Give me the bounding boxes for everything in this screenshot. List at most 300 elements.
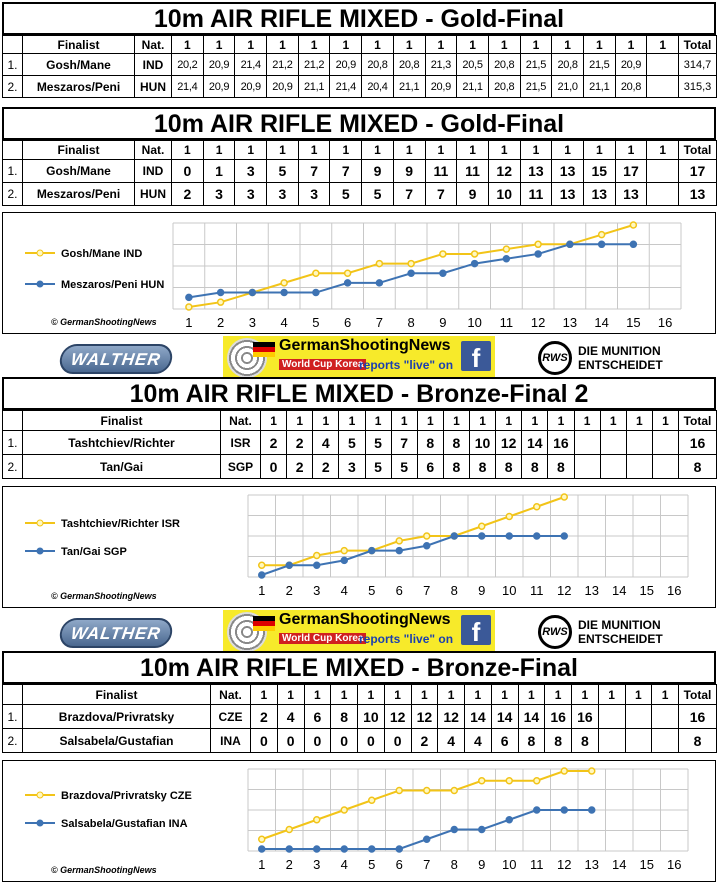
data-point [440, 251, 446, 257]
score-cell: 0 [384, 729, 411, 753]
data-point [503, 246, 509, 252]
series-line [262, 810, 592, 849]
score-cell [626, 455, 652, 479]
x-tick-label: 8 [407, 315, 415, 330]
rank-cell: 2. [3, 183, 23, 206]
walther-logo: WALTHER [58, 344, 174, 374]
rank-header-cell [3, 685, 23, 705]
round-header: 1 [583, 36, 615, 54]
data-point [567, 241, 573, 247]
round-header: 1 [362, 141, 394, 160]
round-header: 1 [417, 411, 443, 431]
data-point [424, 543, 430, 549]
facebook-icon: f [461, 341, 491, 371]
legend-label: Gosh/Mane IND [61, 248, 143, 260]
finalist-cell: Meszaros/Peni [23, 183, 135, 206]
x-tick-label: 7 [423, 857, 431, 872]
nat-header: Nat. [211, 685, 251, 705]
table-header-row [3, 141, 717, 160]
round-header: 1 [391, 411, 417, 431]
score-cell: 20,9 [203, 54, 235, 76]
legend-marker [37, 792, 43, 798]
finalist-cell: Tan/Gai [23, 455, 221, 479]
score-cell: 13 [552, 160, 584, 183]
data-point [286, 846, 292, 852]
nat-cell: HUN [135, 183, 172, 206]
data-point [396, 846, 402, 852]
data-point [561, 768, 567, 774]
round-header: 1 [552, 141, 584, 160]
munition-line-2: ENTSCHEIDET [578, 358, 663, 372]
finalist-cell: Brazdova/Privratsky [23, 705, 211, 729]
round-header: 1 [615, 141, 647, 160]
round-header: 1 [339, 411, 365, 431]
reports-live-label: reports "live" on [359, 358, 454, 372]
score-cell: 20,8 [488, 76, 520, 98]
data-point [534, 807, 540, 813]
round-header: 1 [545, 685, 572, 705]
score-cell: 1 [203, 160, 235, 183]
score-cell: 8 [331, 705, 358, 729]
data-point [503, 256, 509, 262]
score-cell: 4 [465, 729, 492, 753]
x-tick-label: 4 [340, 857, 348, 872]
score-cell: 21,1 [298, 76, 330, 98]
round-header: 1 [626, 411, 652, 431]
table-row [3, 705, 717, 729]
rank-header-cell [3, 36, 23, 54]
data-point [506, 533, 512, 539]
data-point [186, 304, 192, 310]
score-cell: 3 [235, 160, 267, 183]
rws-logo: RWS [538, 615, 572, 649]
score-cell: 8 [518, 729, 545, 753]
x-tick-label: 9 [478, 857, 486, 872]
score-cell: 20,9 [425, 76, 457, 98]
score-cell: 8 [470, 455, 496, 479]
score-cell: 21,1 [583, 76, 615, 98]
score-cell: 11 [457, 160, 489, 183]
x-tick-label: 4 [280, 315, 288, 330]
legend-marker [37, 281, 43, 287]
score-cell: 20,8 [488, 54, 520, 76]
table-row [3, 431, 717, 455]
round-header: 1 [298, 141, 330, 160]
gsn-banner [223, 336, 495, 380]
score-cell [574, 455, 600, 479]
score-cell: 6 [304, 705, 331, 729]
gold-final-chart [2, 212, 716, 334]
score-cell: 14 [465, 705, 492, 729]
round-header: 1 [358, 685, 385, 705]
score-cell: 4 [438, 729, 465, 753]
x-tick-label: 10 [502, 857, 517, 872]
nat-header: Nat. [135, 141, 172, 160]
section-title-gold-scores: 10m AIR RIFLE MIXED - Gold-Final [2, 2, 716, 35]
score-cell: 21,5 [520, 76, 552, 98]
rank-cell: 1. [3, 705, 23, 729]
finalist-header: Finalist [23, 36, 135, 54]
data-point [424, 533, 430, 539]
score-cell: 3 [267, 183, 299, 206]
total-header: Total [679, 36, 717, 54]
data-point [314, 562, 320, 568]
nat-cell: HUN [135, 76, 172, 98]
round-header: 1 [365, 411, 391, 431]
score-cell: 2 [411, 729, 438, 753]
world-cup-label: World Cup Korea [279, 633, 366, 644]
gsn-banner [223, 610, 495, 654]
score-cell: 21,1 [393, 76, 425, 98]
data-point [396, 788, 402, 794]
german-flag-icon [253, 616, 275, 631]
x-tick-label: 6 [395, 857, 403, 872]
x-tick-label: 2 [217, 315, 225, 330]
data-point [396, 538, 402, 544]
x-tick-label: 5 [312, 315, 320, 330]
round-header: 1 [384, 685, 411, 705]
rank-header-cell [3, 141, 23, 160]
round-header: 1 [298, 36, 330, 54]
rank-cell: 2. [3, 729, 23, 753]
score-cell: 20,5 [457, 54, 489, 76]
data-point [286, 562, 292, 568]
table-row [3, 455, 717, 479]
round-header: 1 [172, 141, 204, 160]
round-header: 1 [574, 411, 600, 431]
data-point [218, 299, 224, 305]
total-cell: 315,3 [679, 76, 717, 98]
score-cell: 16 [548, 431, 574, 455]
round-header: 1 [261, 411, 287, 431]
round-header: 1 [598, 685, 625, 705]
round-header: 1 [425, 36, 457, 54]
data-point [534, 504, 540, 510]
score-cell [598, 705, 625, 729]
score-cell: 21,0 [552, 76, 584, 98]
total-cell: 16 [679, 705, 717, 729]
finalist-cell: Gosh/Mane [23, 54, 135, 76]
data-point [479, 778, 485, 784]
bronze-final-2-chart [2, 486, 716, 608]
round-header: 1 [457, 36, 489, 54]
score-cell: 0 [277, 729, 304, 753]
data-point [259, 836, 265, 842]
legend-label: Meszaros/Peni HUN [61, 279, 165, 291]
data-point [479, 523, 485, 529]
data-point [561, 807, 567, 813]
total-cell: 13 [679, 183, 717, 206]
round-header: 1 [313, 411, 339, 431]
score-cell: 12 [411, 705, 438, 729]
rank-cell: 1. [3, 160, 23, 183]
data-point [313, 290, 319, 296]
score-cell: 21,5 [520, 54, 552, 76]
round-header: 1 [522, 411, 548, 431]
rank-header-cell [3, 411, 23, 431]
round-header: 1 [287, 411, 313, 431]
x-tick-label: 1 [185, 315, 193, 330]
score-cell: 21,2 [267, 54, 299, 76]
x-tick-label: 12 [557, 857, 572, 872]
score-cell: 16 [572, 705, 599, 729]
round-header: 1 [625, 685, 652, 705]
round-header: 1 [267, 36, 299, 54]
legend-marker [37, 250, 43, 256]
score-cell [647, 183, 679, 206]
credit-label: © GermanShootingNews [51, 865, 157, 875]
legend-marker [37, 820, 43, 826]
score-cell: 5 [339, 431, 365, 455]
data-point [408, 270, 414, 276]
round-header: 1 [647, 141, 679, 160]
score-cell [652, 729, 679, 753]
finalist-cell: Tashtchiev/Richter [23, 431, 221, 455]
rws-logo: RWS [538, 341, 572, 375]
legend-label: Salsabela/Gustafian INA [61, 818, 188, 830]
score-cell: 5 [330, 183, 362, 206]
x-tick-label: 5 [368, 583, 376, 598]
data-point [281, 280, 287, 286]
data-point [479, 533, 485, 539]
data-point [259, 846, 265, 852]
score-cell: 8 [548, 455, 574, 479]
x-tick-label: 8 [450, 857, 458, 872]
score-cell: 2 [251, 705, 278, 729]
score-cell: 5 [365, 431, 391, 455]
round-header: 1 [438, 685, 465, 705]
score-cell: 2 [261, 431, 287, 455]
x-tick-label: 9 [478, 583, 486, 598]
score-cell [600, 455, 626, 479]
score-cell: 7 [425, 183, 457, 206]
score-cell: 13 [583, 183, 615, 206]
legend-marker [37, 520, 43, 526]
score-cell: 16 [545, 705, 572, 729]
round-header: 1 [518, 685, 545, 705]
rank-cell: 2. [3, 455, 23, 479]
legend-label: Brazdova/Privratsky CZE [61, 790, 192, 802]
nat-cell: ISR [221, 431, 261, 455]
table-header-row [3, 411, 717, 431]
score-cell: 8 [496, 455, 522, 479]
score-cell: 3 [339, 455, 365, 479]
data-point [535, 251, 541, 257]
round-header: 1 [457, 141, 489, 160]
score-cell: 0 [358, 729, 385, 753]
gsn-name: GermanShootingNews [279, 611, 451, 628]
data-point [599, 241, 605, 247]
score-cell: 3 [298, 183, 330, 206]
finalist-cell: Meszaros/Peni [23, 76, 135, 98]
rank-cell: 1. [3, 431, 23, 455]
round-header: 1 [488, 36, 520, 54]
data-point [440, 270, 446, 276]
round-header: 1 [393, 36, 425, 54]
total-header: Total [679, 141, 717, 160]
table-header-row [3, 685, 717, 705]
score-cell: 21,5 [583, 54, 615, 76]
data-point [630, 222, 636, 228]
score-cell [647, 76, 679, 98]
table-row [3, 729, 717, 753]
round-header: 1 [304, 685, 331, 705]
score-cell: 20,9 [615, 54, 647, 76]
score-cell: 10 [488, 183, 520, 206]
x-tick-label: 2 [285, 857, 293, 872]
munition-line-1: DIE MUNITION [578, 618, 661, 632]
data-point [472, 251, 478, 257]
round-header: 1 [203, 141, 235, 160]
score-cell [647, 54, 679, 76]
x-tick-label: 7 [375, 315, 383, 330]
score-cell: 8 [443, 431, 469, 455]
round-header: 1 [600, 411, 626, 431]
round-header: 1 [251, 685, 278, 705]
round-header: 1 [488, 141, 520, 160]
x-tick-label: 10 [502, 583, 517, 598]
x-tick-label: 13 [584, 857, 599, 872]
score-cell [625, 705, 652, 729]
score-cell: 20,9 [330, 54, 362, 76]
score-cell: 20,2 [172, 54, 204, 76]
reports-live-label: reports "live" on [359, 632, 454, 646]
round-header: 1 [572, 685, 599, 705]
data-point [534, 778, 540, 784]
data-point [314, 817, 320, 823]
x-tick-label: 15 [639, 857, 654, 872]
score-cell: 11 [425, 160, 457, 183]
x-tick-label: 16 [667, 857, 682, 872]
x-tick-label: 14 [612, 583, 627, 598]
x-tick-label: 1 [258, 857, 266, 872]
score-cell: 21,4 [235, 54, 267, 76]
score-cell: 20,9 [203, 76, 235, 98]
score-cell: 13 [520, 160, 552, 183]
score-cell: 0 [331, 729, 358, 753]
total-cell: 16 [679, 431, 717, 455]
data-point [286, 827, 292, 833]
score-cell: 7 [298, 160, 330, 183]
x-tick-label: 16 [657, 315, 673, 330]
data-point [341, 807, 347, 813]
data-point [479, 827, 485, 833]
gold-final-points-table [2, 140, 717, 206]
round-header: 1 [330, 36, 362, 54]
score-cell: 15 [583, 160, 615, 183]
score-cell: 14 [491, 705, 518, 729]
x-tick-label: 8 [450, 583, 458, 598]
data-point [369, 797, 375, 803]
score-cell: 3 [235, 183, 267, 206]
score-cell: 20,8 [615, 76, 647, 98]
x-tick-label: 15 [639, 583, 654, 598]
data-point [589, 807, 595, 813]
x-tick-label: 5 [368, 857, 376, 872]
table-row [3, 160, 717, 183]
round-header: 1 [520, 36, 552, 54]
score-cell: 21,4 [330, 76, 362, 98]
score-cell: 2 [172, 183, 204, 206]
sponsor-banner-2 [0, 610, 720, 656]
data-point [535, 241, 541, 247]
score-cell: 7 [391, 431, 417, 455]
round-header: 1 [465, 685, 492, 705]
x-tick-label: 2 [285, 583, 293, 598]
score-cell: 4 [313, 431, 339, 455]
x-tick-label: 3 [313, 857, 321, 872]
score-cell [652, 705, 679, 729]
score-cell: 0 [251, 729, 278, 753]
bronze-final-table [2, 684, 717, 753]
score-cell: 5 [391, 455, 417, 479]
score-cell: 12 [496, 431, 522, 455]
score-cell: 21,3 [425, 54, 457, 76]
round-header: 1 [203, 36, 235, 54]
table-row [3, 76, 717, 98]
data-point [369, 846, 375, 852]
data-point [424, 836, 430, 842]
score-cell: 5 [365, 455, 391, 479]
round-header: 1 [267, 141, 299, 160]
score-cell [626, 431, 652, 455]
score-cell: 13 [615, 183, 647, 206]
score-cell [598, 729, 625, 753]
score-cell: 14 [522, 431, 548, 455]
nat-cell: IND [135, 160, 172, 183]
score-cell: 9 [393, 160, 425, 183]
data-point [424, 788, 430, 794]
data-point [376, 261, 382, 267]
data-point [506, 514, 512, 520]
round-header: 1 [552, 36, 584, 54]
data-point [408, 261, 414, 267]
x-tick-label: 12 [530, 315, 546, 330]
score-cell: 12 [384, 705, 411, 729]
score-cell: 10 [358, 705, 385, 729]
data-point [506, 778, 512, 784]
munition-slogan [578, 344, 663, 372]
total-header: Total [679, 411, 717, 431]
round-header: 1 [393, 141, 425, 160]
data-point [218, 290, 224, 296]
score-cell [652, 455, 678, 479]
x-tick-label: 15 [626, 315, 641, 330]
round-header: 1 [496, 411, 522, 431]
x-tick-label: 3 [248, 315, 256, 330]
facebook-icon: f [461, 615, 491, 645]
round-header: 1 [443, 411, 469, 431]
score-cell: 10 [470, 431, 496, 455]
legend-marker [37, 548, 43, 554]
score-cell: 4 [277, 705, 304, 729]
score-cell: 8 [443, 455, 469, 479]
round-header: 1 [491, 685, 518, 705]
score-cell: 17 [615, 160, 647, 183]
score-cell: 12 [488, 160, 520, 183]
data-point [589, 768, 595, 774]
score-cell: 5 [267, 160, 299, 183]
data-point [313, 270, 319, 276]
round-header: 1 [583, 141, 615, 160]
data-point [472, 261, 478, 267]
data-point [506, 817, 512, 823]
data-point [314, 846, 320, 852]
walther-logo: WALTHER [58, 618, 174, 648]
nat-header: Nat. [135, 36, 172, 54]
gsn-name: GermanShootingNews [279, 337, 451, 354]
section-title-bronze-2: 10m AIR RIFLE MIXED - Bronze-Final 2 [2, 377, 716, 410]
